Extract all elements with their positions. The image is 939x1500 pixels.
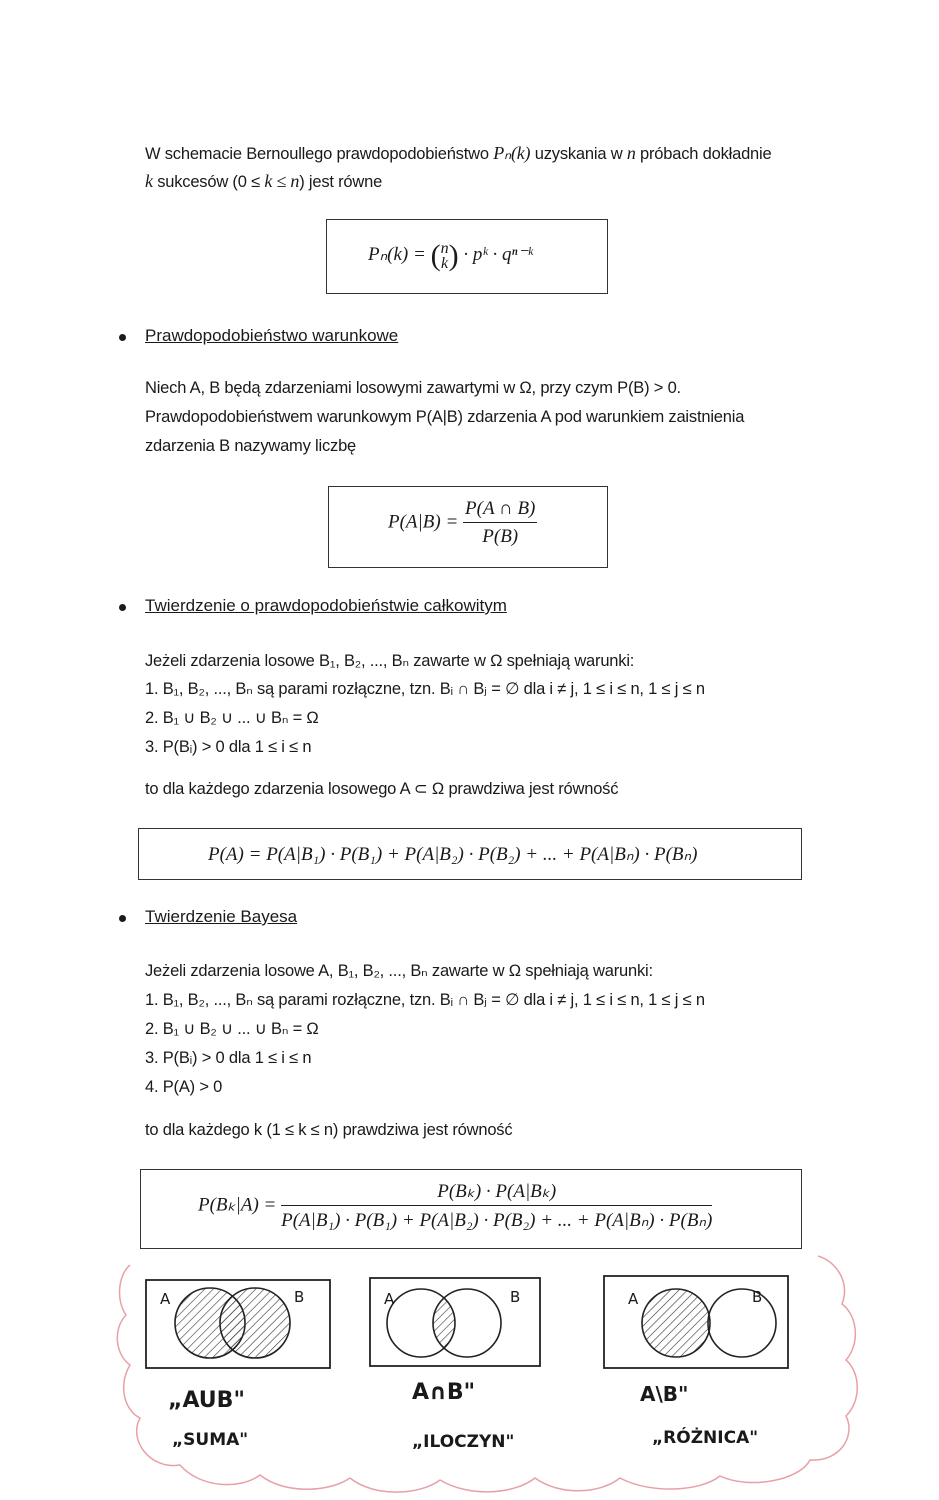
intersection-label-b: B bbox=[510, 1288, 521, 1306]
difference-label-b: B bbox=[752, 1288, 763, 1306]
bayes-line-1: Jeżeli zdarzenia losowe A, B₁, B₂, ..., Bₙ zawarte w Ω spełniają warunki: bbox=[145, 962, 653, 980]
intersection-symbol: A∩B" bbox=[412, 1380, 476, 1405]
union-label-b: B bbox=[294, 1288, 305, 1306]
conditional-formula: P(A|B) = $\frac{P(A \cap B)}{P(B)}$ bbox=[388, 498, 536, 547]
heading-total: Twierdzenie o prawdopodobieństwie całkowitym bbox=[145, 596, 507, 615]
bernoulli-formula: Pₙ(k) = ( n k ) · pᵏ · qⁿ⁻ᵏ bbox=[368, 239, 533, 272]
bayes-formula: P(Bₖ|A) = $\frac{\text{P(Bₖ) · P(A|Bₖ)}}{\text{P(A|B₁) · P(B₁) + P(A|B₂) · P(B₂) + ... + P(A|Bₙ) · P(Bₙ)}}$ bbox=[198, 1181, 713, 1231]
conditional-line-1: Niech A, B będą zdarzeniami losowymi zawartymi w Ω, przy czym P(B) > 0. bbox=[145, 379, 681, 397]
union-name: „SUMA" bbox=[172, 1430, 249, 1450]
bayes-cond-3: 3. P(Bᵢ) > 0 dla 1 ≤ i ≤ n bbox=[145, 1049, 312, 1067]
total-conclusion: to dla każdego zdarzenia losowego A ⊂ Ω prawdziwa jest równość bbox=[145, 780, 619, 798]
total-cond-1: 1. B₁, B₂, ..., Bₙ są parami rozłączne, tzn. Bᵢ ∩ Bⱼ = ∅ dla i ≠ j, 1 ≤ i ≤ n, 1 ≤ j ≤ n bbox=[145, 680, 705, 698]
difference-name: „RÓŻNICA" bbox=[652, 1428, 759, 1448]
bayes-cond-1: 1. B₁, B₂, ..., Bₙ są parami rozłączne, tzn. Bᵢ ∩ Bⱼ = ∅ dla i ≠ j, 1 ≤ i ≤ n, 1 ≤ j ≤ n bbox=[145, 991, 705, 1009]
bayes-cond-2: 2. B₁ ∪ B₂ ∪ ... ∪ Bₙ = Ω bbox=[145, 1020, 319, 1038]
intersection-label-a: A bbox=[384, 1290, 395, 1308]
total-cond-3: 3. P(Bᵢ) > 0 dla 1 ≤ i ≤ n bbox=[145, 738, 312, 756]
conditional-line-2: Prawdopodobieństwem warunkowym P(A|B) zdarzenia A pod warunkiem zaistnienia bbox=[145, 408, 745, 426]
heading-bayes: Twierdzenie Bayesa bbox=[145, 907, 298, 926]
heading-conditional: Prawdopodobieństwo warunkowe bbox=[145, 326, 399, 345]
total-formula: P(A) = P(A|B₁) · P(B₁) + P(A|B₂) · P(B₂) + ... + P(A|Bₙ) · P(Bₙ) bbox=[208, 844, 698, 865]
bayes-conclusion: to dla każdego k (1 ≤ k ≤ n) prawdziwa jest równość bbox=[145, 1121, 513, 1139]
difference-symbol: A\B" bbox=[640, 1382, 689, 1406]
cloud-outline bbox=[117, 1256, 857, 1492]
conditional-line-3: zdarzenia B nazywamy liczbę bbox=[145, 437, 357, 455]
difference-label-a: A bbox=[628, 1290, 639, 1308]
bernoulli-line-2: k sukcesów (0 ≤ k ≤ n) jest równe bbox=[145, 171, 383, 191]
union-label-a: A bbox=[160, 1290, 171, 1308]
total-line-1: Jeżeli zdarzenia losowe B₁, B₂, ..., Bₙ zawarte w Ω spełniają warunki: bbox=[145, 652, 635, 670]
intersection-name: „ILOCZYN" bbox=[412, 1432, 515, 1452]
total-cond-2: 2. B₁ ∪ B₂ ∪ ... ∪ Bₙ = Ω bbox=[145, 709, 319, 727]
bernoulli-line-1: W schemacie Bernoullego prawdopodobieństwo Pₙ(k) uzyskania w n próbach dokładnie bbox=[145, 143, 772, 163]
bayes-cond-4: 4. P(A) > 0 bbox=[145, 1078, 223, 1096]
union-symbol: „AUB" bbox=[168, 1388, 245, 1413]
